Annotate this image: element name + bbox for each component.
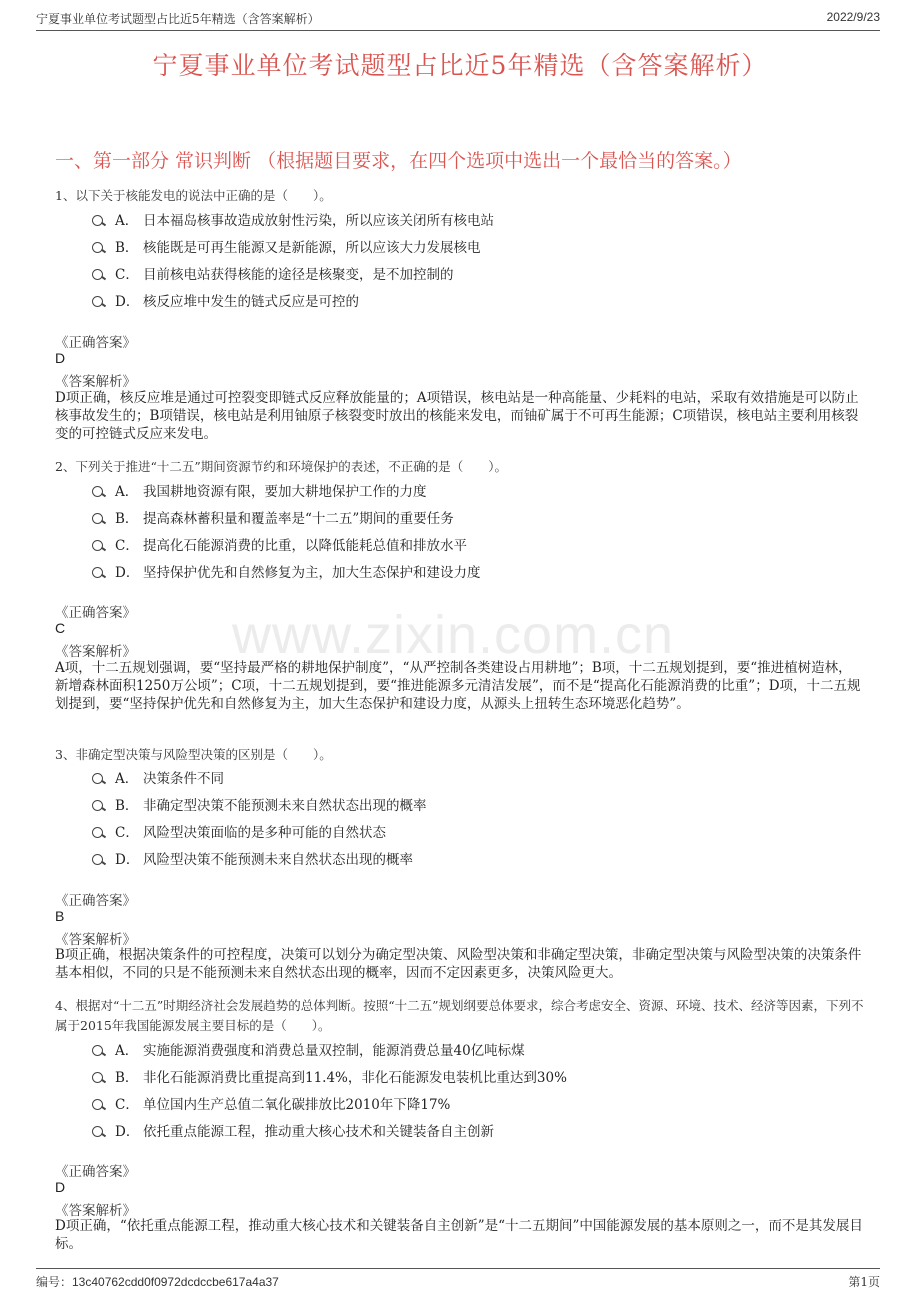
document-code: 编号：13c40762cdd0f0972dcdccbe617a4a37 (36, 1275, 279, 1289)
question-2-option-c[interactable]: C． 提高化石能源消费的比重，以降低能耗总值和排放水平 (92, 534, 467, 554)
question-1-stem: 1、以下关于核能发电的说法中正确的是（ ）。 (55, 188, 332, 203)
question-2-answer: C (55, 620, 66, 636)
answer-label: 《正确答案》 (55, 335, 136, 351)
question-2-option-d[interactable]: D． 坚持保护优先和自然修复为主，加大生态保护和建设力度 (92, 561, 481, 581)
analysis-label: 《答案解析》 (55, 932, 136, 948)
question-2-stem: 2、下列关于推进“十二五”期间资源节约和环境保护的表述，不正确的是（ ）。 (55, 459, 507, 474)
radio-icon[interactable] (92, 1072, 103, 1083)
radio-icon[interactable] (92, 242, 103, 253)
radio-icon[interactable] (92, 1045, 103, 1056)
radio-icon[interactable] (92, 540, 103, 551)
radio-icon[interactable] (92, 854, 103, 865)
radio-icon[interactable] (92, 1099, 103, 1110)
answer-label: 《正确答案》 (55, 1164, 136, 1180)
header-date: 2022/9/23 (826, 10, 880, 24)
analysis-label: 《答案解析》 (55, 1203, 136, 1219)
question-4-stem: 4、根据对“十二五”时期经济社会发展趋势的总体判断。按照“十二五”规划纲要总体要求，综合考虑安全、资源、环境、技术、经济等因素，下列不属于2015年我国能源发展主要目标的是（ ）。 (55, 998, 864, 1033)
radio-icon[interactable] (92, 1126, 103, 1137)
question-4-analysis: D项正确，“依托重点能源工程，推动重大核心技术和关键装备自主创新”是“十二五期间”中国能源发展的基本原则之一，而不是其发展目标。 (55, 1218, 863, 1252)
radio-icon[interactable] (92, 269, 103, 280)
radio-icon[interactable] (92, 215, 103, 226)
question-3-option-a[interactable]: A． 决策条件不同 (92, 767, 224, 787)
question-3-stem: 3、非确定型决策与风险型决策的区别是（ ）。 (55, 747, 332, 762)
question-4-option-c[interactable]: C． 单位国内生产总值二氧化碳排放比2010年下降17% (92, 1093, 450, 1113)
header-title: 宁夏事业单位考试题型占比近5年精选（含答案解析） (36, 12, 320, 26)
question-1-option-b[interactable]: B． 核能既是可再生能源又是新能源，所以应该大力发展核电 (92, 236, 481, 256)
question-1-option-a[interactable]: A． 日本福岛核事故造成放射性污染，所以应该关闭所有核电站 (92, 209, 494, 229)
radio-icon[interactable] (92, 486, 103, 497)
radio-icon[interactable] (92, 800, 103, 811)
question-1-analysis: D项正确，核反应堆是通过可控裂变即链式反应释放能量的；A项错误，核电站是一种高能量、少耗料的电站，采取有效措施是可以防止核事故发生的；B项错误，核电站是利用铀原子核裂变时放出的核能来发电，而铀矿属于不可再生能源；C项错误，核电站主要利用核裂变的可控链式反应来发电。 (55, 390, 859, 442)
page-title: 宁夏事业单位考试题型占比近5年精选（含答案解析） (152, 51, 768, 80)
page-number: 第1页 (848, 1275, 880, 1289)
question-4-option-b[interactable]: B． 非化石能源消费比重提高到11.4%，非化石能源发电装机比重达到30% (92, 1066, 567, 1086)
section-heading: 一、第一部分 常识判断 （根据题目要求，在四个选项中选出一个最恰当的答案。） (55, 150, 742, 172)
question-2-analysis: A项，十二五规划强调，要“坚持最严格的耕地保护制度”，“从严控制各类建设占用耕地”；B项，十二五规划提到，要“推进植树造林，新增森林面积1250万公顷”；C项，十二五规划提到，要“推进能源多元清洁发展”，而不是“提高化石能源消费的比重”；D项，十二五规划提到，要“坚持保护优先和自然修复为主，加大生态保护和建设力度，从源头上扭转生态环境恶化趋势”。 (55, 660, 861, 712)
radio-icon[interactable] (92, 827, 103, 838)
radio-icon[interactable] (92, 513, 103, 524)
question-3-option-c[interactable]: C． 风险型决策面临的是多种可能的自然状态 (92, 821, 386, 841)
footer-divider (36, 1268, 880, 1269)
question-3-option-b[interactable]: B． 非确定型决策不能预测未来自然状态出现的概率 (92, 794, 427, 814)
radio-icon[interactable] (92, 296, 103, 307)
radio-icon[interactable] (92, 567, 103, 578)
question-4-answer: D (55, 1179, 66, 1195)
question-3-analysis: B项正确，根据决策条件的可控程度，决策可以划分为确定型决策、风险型决策和非确定型决策，非确定型决策与风险型决策的决策条件基本相似，不同的只是不能预测未来自然状态出现的概率，因而不定因素更多，决策风险更大。 (55, 947, 862, 981)
analysis-label: 《答案解析》 (55, 644, 136, 660)
answer-label: 《正确答案》 (55, 605, 136, 621)
question-1-option-d[interactable]: D． 核反应堆中发生的链式反应是可控的 (92, 290, 359, 310)
question-2-option-b[interactable]: B． 提高森林蓄积量和覆盖率是“十二五”期间的重要任务 (92, 507, 454, 527)
question-3-answer: B (55, 908, 65, 924)
question-4-option-a[interactable]: A． 实施能源消费强度和消费总量双控制，能源消费总量40亿吨标煤 (92, 1039, 525, 1059)
question-1-option-c[interactable]: C． 目前核电站获得核能的途径是核聚变，是不加控制的 (92, 263, 454, 283)
watermark: www.zixin.com.cn (232, 605, 675, 665)
question-3-option-d[interactable]: D． 风险型决策不能预测未来自然状态出现的概率 (92, 848, 413, 868)
question-2-option-a[interactable]: A． 我国耕地资源有限，要加大耕地保护工作的力度 (92, 480, 427, 500)
radio-icon[interactable] (92, 773, 103, 784)
answer-label: 《正确答案》 (55, 893, 136, 909)
header-divider (36, 30, 880, 31)
analysis-label: 《答案解析》 (55, 374, 136, 390)
question-1-answer: D (55, 350, 66, 366)
question-4-option-d[interactable]: D． 依托重点能源工程，推动重大核心技术和关键装备自主创新 (92, 1120, 494, 1140)
